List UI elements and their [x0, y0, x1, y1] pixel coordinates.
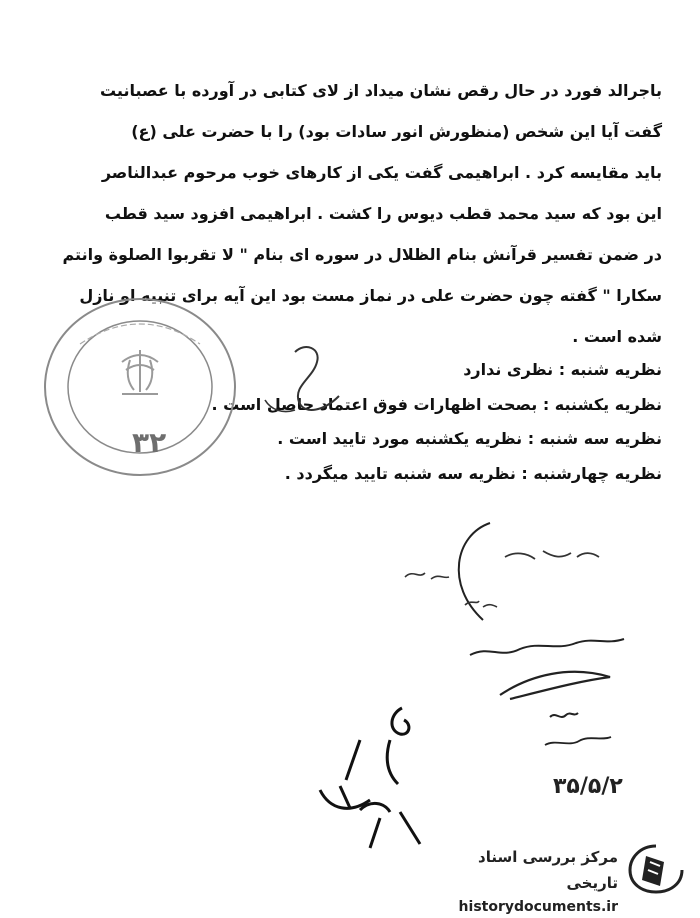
seal-number: ۳۲	[132, 426, 167, 459]
paragraph-line: باید مقایسه کرد . ابراهیمی گفت یکی از کارهای خوب مرحوم عبدالناصر	[101, 163, 662, 182]
archive-watermark	[432, 840, 690, 915]
watermark-title: مرکز بررسی اسناد تاریخی	[478, 848, 618, 892]
paragraph-line: سکارا " گفته چون حضرت علی در نماز مست بود این آیه برای تنبیه او نازل	[79, 286, 662, 305]
paragraph-line: باجرالد فورد در حال رقص نشان میداد از لای کتابی در آورده با عصبانیت	[99, 81, 662, 100]
handwritten-date: ۳۵/۵/۲	[553, 774, 623, 799]
archive-logo-icon	[626, 842, 686, 896]
signature-block	[460, 625, 640, 730]
opinion-saturday: نظریه شنبه : نظری ندارد	[463, 360, 662, 379]
handwritten-notes	[395, 515, 645, 635]
handwritten-numbers	[300, 700, 460, 860]
paragraph-line: شده است .	[572, 327, 662, 346]
seal-stamp	[40, 292, 240, 482]
paragraph-line: این بود که سید محمد قطب دیوس را کشت . ابراهیمی افزود سید قطب	[104, 204, 662, 223]
watermark-text	[432, 844, 618, 918]
paragraph-line: گفت آیا این شخص (منظورش انور سادات بود) را با حضرت علی (ع)	[131, 122, 662, 141]
opinion-sunday: نظریه یکشنبه : بصحت اظهارات فوق اعتماد حاصل است .	[211, 394, 662, 414]
handwritten-mark	[255, 340, 365, 435]
opinion-wednesday: نظریه چهارشنبه : نظریه سه شنبه تایید میگردد .	[284, 463, 662, 483]
watermark-url: historydocuments.ir	[458, 899, 618, 915]
paragraph-line: در ضمن تفسیر قرآنش بنام الظلال در سوره ای بنام " لا تقربوا الصلوة وانتم	[62, 245, 662, 264]
handwritten-date-mark	[535, 735, 665, 810]
opinion-tuesday: نظریه سه شنبه : نظریه یکشنبه مورد تایید است .	[277, 429, 662, 448]
